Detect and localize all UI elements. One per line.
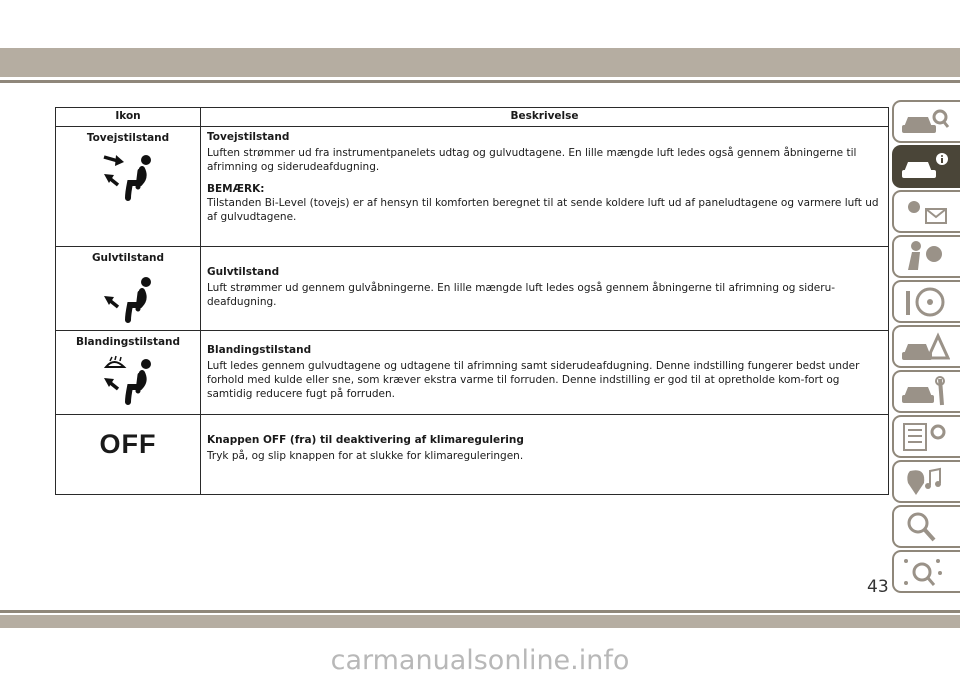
mode-heading: Knappen OFF (fra) til deaktivering af klimaregulering [207,434,524,446]
mode-heading: Tovejstilstand [207,131,290,143]
airbag-seat-icon [900,240,950,274]
header-band [0,48,960,77]
mode-description: Luft strømmer ud gennem gulvåbningerne. En lille mængde luft ledes også gennem åbningerne til afrimning og sideru-deafdugning. [207,282,836,308]
icon-label: Tovejstilstand [86,132,170,144]
header-rule [0,80,960,83]
car-info-icon [900,150,950,184]
index-letters-icon [900,555,950,589]
mix-airflow-icon [100,355,156,405]
chapter-tab-safety[interactable] [892,235,960,278]
chapter-tab-specifications[interactable] [892,415,960,458]
icon-label: Blandingstilstand [75,336,181,348]
bi-level-airflow-icon [100,153,156,201]
warning-light-message-icon [900,195,950,229]
chapter-tab-multimedia[interactable] [892,460,960,503]
icon-label: Gulvtilstand [91,252,165,264]
floor-airflow-icon [100,275,156,323]
icon-cell [56,331,201,415]
icon-cell [56,247,201,331]
footer-rule [0,610,960,613]
mode-description: Tryk på, og slip knappen for at slukke for klimareguleringen. [207,450,524,462]
chapter-tab-search[interactable] [892,505,960,548]
multimedia-icon [900,465,950,499]
mode-heading: Gulvtilstand [207,266,280,278]
header-description: Beskrivelse [201,108,889,127]
table-row [56,127,889,247]
watermark: carmanualsonline.info [330,645,630,676]
chapter-tab-driving[interactable] [892,280,960,323]
header-icon: Ikon [56,108,201,127]
mode-description: Luften strømmer ud fra instrumentpanelets udtag og gulvudtagene. En lille mængde luft ledes også gennem åbningerne til afrimning og siderudeafdugning. [207,147,857,173]
search-icon [900,510,950,544]
car-search-icon [900,105,950,139]
description-cell [201,127,889,247]
off-button-icon: OFF [99,429,157,459]
chapter-tab-warning[interactable] [892,190,960,233]
chapter-tab-index[interactable] [892,550,960,593]
description-cell [201,247,889,331]
table-row [56,331,889,415]
footer-band [0,615,960,628]
car-warning-triangle-icon [900,330,950,364]
icon-cell [56,415,201,495]
note-text: Tilstanden Bi-Level (tovejs) er af hensyn til komforten beregnet til at sende koldere luft ud af paneludtagene og varmere luft ud af gulvudtagene. [207,197,879,223]
mode-heading: Blandingstilstand [207,344,312,356]
specifications-gear-icon [900,420,950,454]
note-label: BEMÆRK: [207,183,265,195]
table-row [56,415,889,495]
icon-cell [56,127,201,247]
table-header-row [56,108,889,127]
mode-description: Luft ledes gennem gulvudtagene og udtagene til afrimning samt siderudeafdugning. Denne indstilling fungerer bedst under forhold med kulde eller sne, som kræver ekstra varme til forruden. Denne indstilling er god til at opretholde kom-fort og samtidig reducere fugt på forruden. [207,360,860,400]
chapter-tab-info[interactable] [892,145,960,188]
description-cell [201,331,889,415]
hvac-mode-table [55,107,889,495]
chapter-tab-emergency[interactable] [892,325,960,368]
chapter-tab-service[interactable] [892,370,960,413]
chapter-tab-vehicle[interactable] [892,100,960,143]
steering-wheel-icon [900,285,950,319]
description-cell [201,415,889,495]
car-wrench-icon [900,375,950,409]
table-row [56,247,889,331]
page-number: 43 [867,577,889,597]
